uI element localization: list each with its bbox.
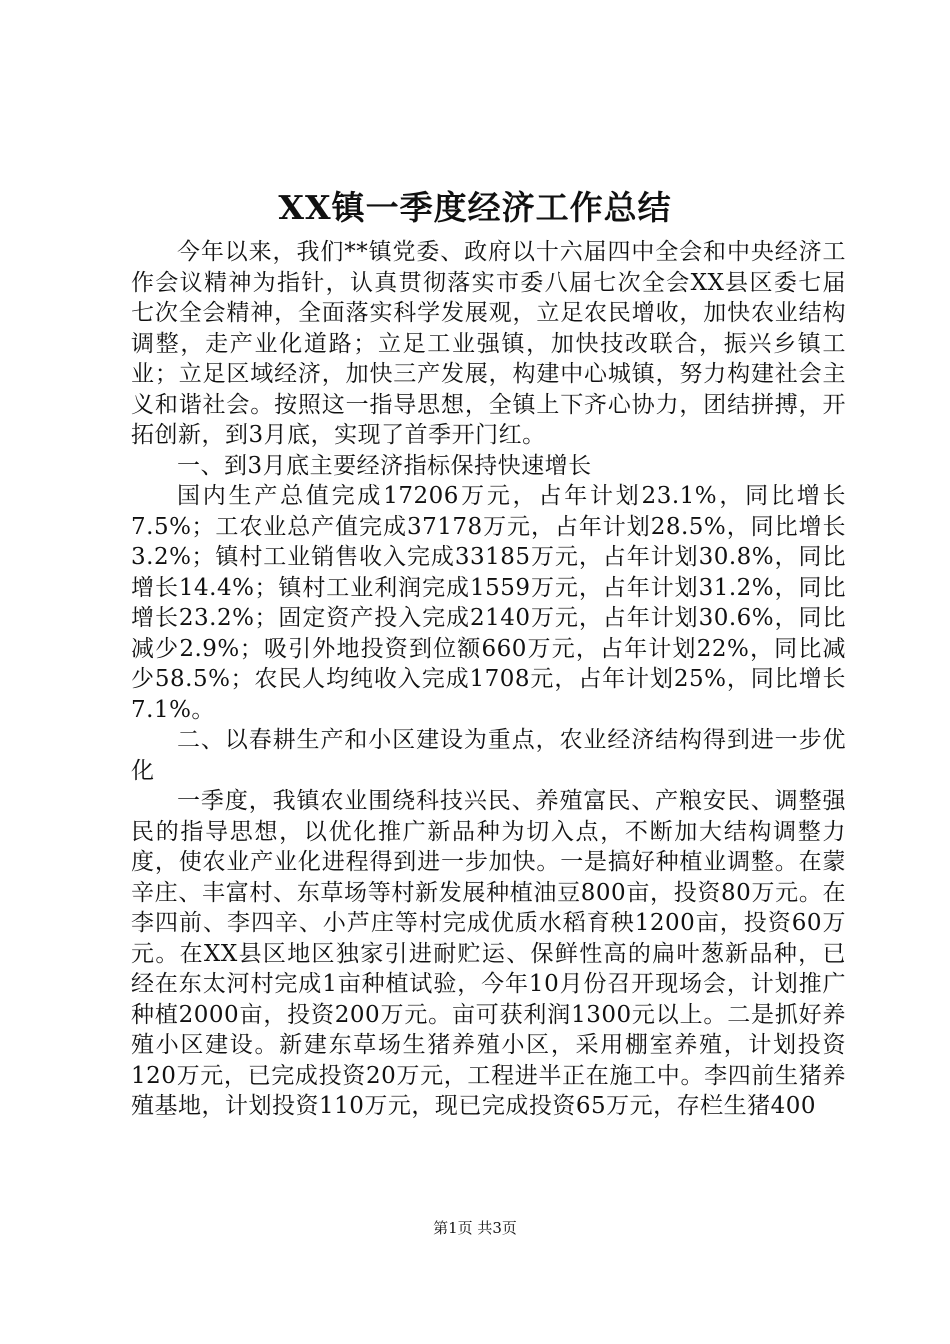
page-number-footer: 第1页 共3页 [433,1219,517,1237]
paragraph-agriculture: 一季度，我镇农业围绕科技兴民、养殖富民、产粮安民、调整强民的指导思想，以优化推广新品种为切入点，不断加大结构调整力度，使农业产业化进程得到进一步加快。一是搞好种植业调整。在蒙辛庄、丰富村、东草场等村新发展种植油豆800亩，投资80万元。在李四前、李四辛、小芦庄等村完成优质水稻育秧1200亩，投资60万元。在XX县区地区独家引进耐贮运、保鲜性高的扁叶葱新品种，已经在东太河村完成1亩种植试验，今年10月份召开现场会，计划推广种植2000亩，投资200万元。亩可获利润1300元以上。二是抓好养殖小区建设。新建东草场生猪养殖小区，采用棚室养殖，计划投资120万元，已完成投资20万元，工程进半正在施工中。李四前生猪养殖基地，计划投资110万元，现已完成投资65万元，存栏生猪400 [131,788,846,1119]
document-body [131,237,846,1122]
paragraph-intro: 今年以来，我们**镇党委、政府以十六届四中全会和中央经济工作会议精神为指针，认真贯彻落实市委八届七次全会XX县区委七届七次全会精神，全面落实科学发展观，立足农民增收，加快农业结构调整，走产业化道路；立足工业强镇，加快技改联合，振兴乡镇工业；立足区域经济，加快三产发展，构建中心城镇，努力构建社会主义和谐社会。按照这一指导思想，全镇上下齐心协力，团结拼搏，开拓创新，到3月底，实现了首季开门红。 [131,239,846,448]
document-title: XX镇一季度经济工作总结 [278,188,672,227]
section-heading-1: 一、到3月底主要经济指标保持快速增长 [177,452,592,479]
section-heading-2: 二、以春耕生产和小区建设为重点，农业经济结构得到进一步优化 [131,727,846,784]
paragraph-indicators: 国内生产总值完成17206万元，占年计划23.1%，同比增长7.5%；工农业总产值完成37178万元，占年计划28.5%，同比增长3.2%；镇村工业销售收入完成33185万元，占年计划30.8%，同比增长14.4%；镇村工业利润完成1559万元，占年计划31.2%，同比增长23.2%；固定资产投入完成2140万元，占年计划30.6%，同比减少2.9%；吸引外地投资到位额660万元，占年计划22%，同比减少58.5%；农民人均纯收入完成1708元，占年计划25%，同比增长7.1%。 [131,483,846,723]
